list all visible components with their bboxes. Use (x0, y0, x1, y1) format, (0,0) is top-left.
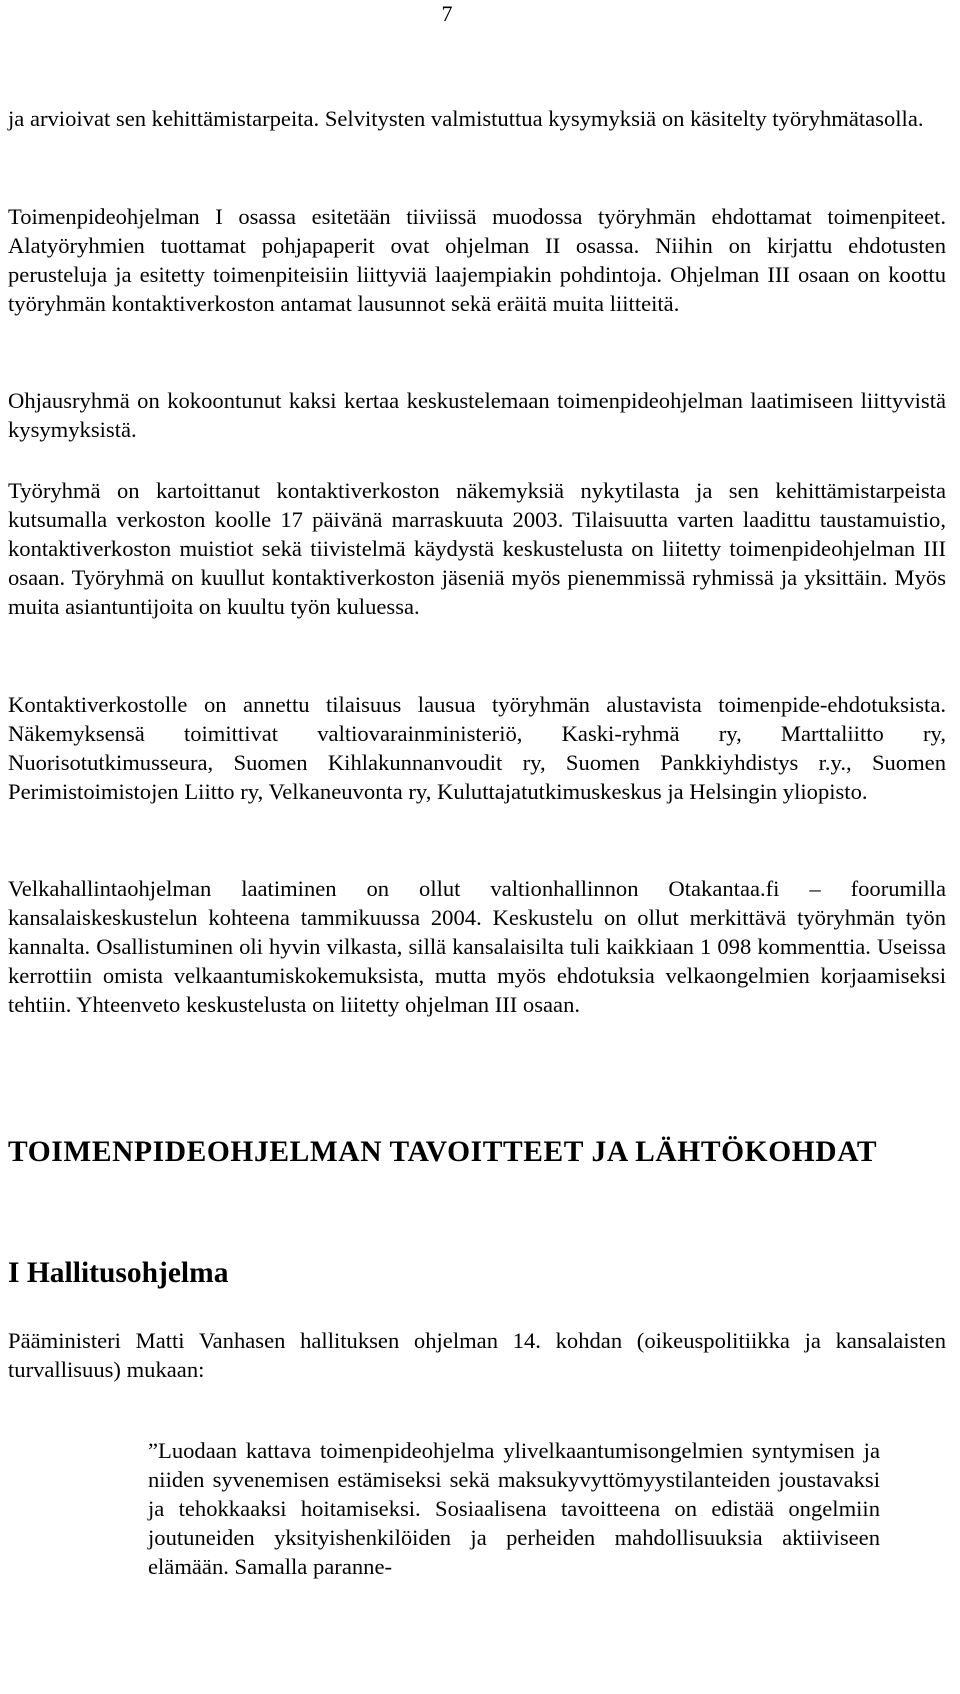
paragraph-government-program: Pääministeri Matti Vanhasen hallituksen ohjelman 14. kohdan (oikeuspolitiikka ja kansalaisten turvallisuus) mukaan: (8, 1328, 946, 1382)
block-quote: ”Luodaan kattava toimenpideohjelma ylivelkaantumisongelmien syntymisen ja niiden syvenemisen estämiseksi sekä maksukyvyttömyystilanteiden joustavaksi ja tehokkaaksi hoitamiseksi. Sosiaalisena tavoitteena on edistää ongelmiin joutuneiden yksityishenkilöiden ja perheiden mahdollisuuksia aktiiviseen elämään. Samalla paranne- (148, 1438, 880, 1579)
paragraph-evaluation: ja arvioivat sen kehittämistarpeita. Selvitysten valmistuttua kysymyksiä on käsitelty työryhmätasolla. (8, 106, 924, 131)
paragraph-statements: Kontaktiverkostolle on annettu tilaisuus lausua työryhmän alustavista toimenpide-ehdotuksista. Näkemyksensä toimittivat valtiovarainministeriö, Kaski-ryhmä ry, Marttaliitto ry, Nuorisotutkimusseura, Suomen Kihlakunnanvoudit ry, Suomen Pankkiyhdistys r.y., Suomen Perimistoimistojen Liitto ry, Velkaneuvonta ry, Kuluttajatutkimuskeskus ja Helsingin yliopisto. (8, 692, 946, 804)
paragraph-program-parts: Toimenpideohjelman I osassa esitetään tiiviissä muodossa työryhmän ehdottamat toimenpiteet. Alatyöryhmien tuottamat pohjapaperit ovat ohjelman II osassa. Niihin on kirjattu ehdotusten perusteluja ja esitetty toimenpiteisiin liittyviä laajempiakin pohdintoja. Ohjelman III osaan on koottu työryhmän kontaktiverkoston antamat lausunnot sekä eräitä muita liitteitä. (8, 204, 946, 316)
subsection-heading: I Hallitusohjelma (8, 1257, 229, 1289)
page-number: 7 (441, 1, 453, 26)
section-heading: TOIMENPIDEOHJELMAN TAVOITTEET JA LÄHTÖKOHDAT (8, 1136, 878, 1168)
paragraph-steering-group: Ohjausryhmä on kokoontunut kaksi kertaa keskustelemaan toimenpideohjelman laatimiseen liittyvistä kysymyksistä. (8, 388, 946, 442)
paragraph-otakantaa: Velkahallintaohjelman laatiminen on ollut valtionhallinnon Otakantaa.fi – foorumilla kansalaiskeskustelun kohteena tammikuussa 2004. Keskustelu on ollut merkittävä työryhmän työn kannalta. Osallistuminen oli hyvin vilkasta, sillä kansalaisilta tuli kaikkiaan 1 098 kommenttia. Useissa kerrottiin omista velkaantumiskokemuksista, mutta myös ehdotuksia velkaongelmien korjaamiseksi tehtiin. Yhteenveto keskustelusta on liitetty ohjelman III osaan. (8, 876, 946, 1017)
paragraph-contact-network: Työryhmä on kartoittanut kontaktiverkoston näkemyksiä nykytilasta ja sen kehittämistarpeista kutsumalla verkoston koolle 17 päivänä marraskuuta 2003. Tilaisuutta varten laadittu taustamuistio, kontaktiverkoston muistiot sekä tiivistelmä käydystä keskustelusta on liitetty toimenpideohjelman III osaan. Työryhmä on kuullut kontaktiverkoston jäseniä myös pienemmissä ryhmissä ja yksittäin. Myös muita asiantuntijoita on kuultu työn kuluessa. (8, 478, 946, 619)
